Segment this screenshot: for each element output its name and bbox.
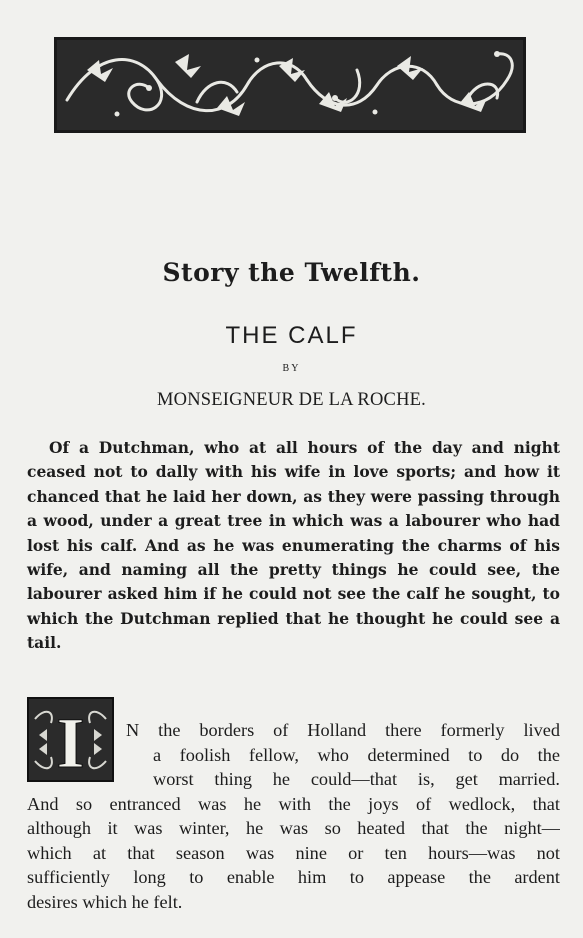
chapter-title: THE CALF xyxy=(225,322,358,349)
drop-cap-letter: I xyxy=(56,703,85,780)
body-line: sufficiently long to enable him to appease the ardent xyxy=(27,867,560,887)
body-line: desires which he felt. xyxy=(27,891,183,912)
story-summary: Of a Dutchman, who at all hours of the day and night ceased not to dally with his wife in love sports; and how it chanced that he laid her down, as they were passing through a wood, under a great tree in which was a labourer who had lost his calf. And as he was enumerating the charms of his wife, and naming all the pretty things he could see, the labourer asked him if he could not see the calf he sought, to which the Dutchman replied that he thought he could see a tail. xyxy=(27,438,560,653)
body-line: N the borders of Holland there formerly lived xyxy=(126,720,560,740)
story-body xyxy=(27,718,560,914)
story-heading: Story the Twelfth. xyxy=(162,258,421,287)
body-line: which at that season was nine or ten hours—was not xyxy=(27,842,560,863)
body-line: worst thing he could—that is, get married. xyxy=(153,769,560,789)
floral-scroll-ornament xyxy=(57,40,523,130)
body-line: And so entranced was he with the joys of wedlock, that xyxy=(27,793,560,814)
body-line: a foolish fellow, who determined to do the xyxy=(153,744,560,765)
ornamental-header-banner xyxy=(54,37,526,133)
by-label: BY xyxy=(282,363,301,374)
author-name: MONSEIGNEUR DE LA ROCHE. xyxy=(157,390,426,410)
body-line: although it was winter, he was so heated that the night— xyxy=(27,818,560,838)
